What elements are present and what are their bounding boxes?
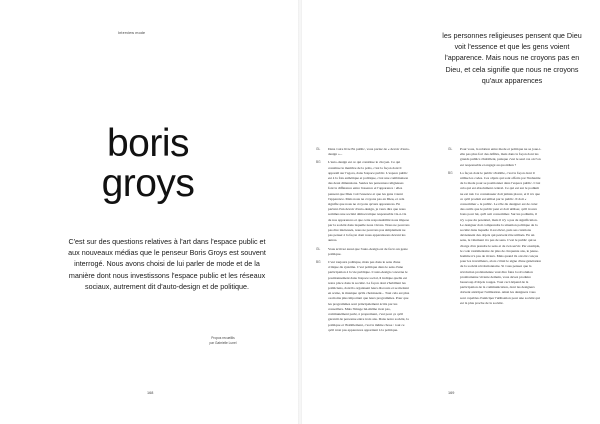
interview-column-b <box>448 147 542 309</box>
entry-text: La façon dont le public s'habille, c'est la façon dont il utilise les codes. Ces objets qui sont offerts par l'industrie de la mode pour se positionner dans l'espace public. C'est cela qui est absolument central. Ce qui est sur le podium ne est nul. Ce connaisseur doit jamais placer, et il n'a que ce qu'il produit est utilisé par le public. Il doit « consommer » le public. Le rôle du designer est de créer des outils que le public peut et doit utiliser, qu'il trouve bons pour lui, qu'il sait consommer. Sur les podiums, il n'y a que du potentiel, mais il n'y a pas de signification. Le designer doit comprendre la situation politique de la société dans laquelle il est élevé, puis ses créations deviennent des objets qui peuvent être utilisés. En un sens, le vêtement n'a pas de sens. C'est le public qui se charge d'en prendre le sens et de s'en servir. Par exemple, le code vestimentaire de plus de cinquante ans, le jeune-homme n'a pas de rivaux. Mais quand ils ont été conçus pour les travailleurs, alors c'était le signe d'une génération de la société révolutionnaire. Si vous pensez que la révolution prolétarienne veut dire faire la révolution prolétarienne vivante demain, vous devez produire beaucoup d'objets rouges. Tout ceci dépend de la participation de la communication, dont les designers doivent anticiper l'utilisation. Ainsi les designers vous sont capables d'anticiper l'utilisation pour une société qui est la plus proche de la société. <box>460 170 542 305</box>
entry-text: Dans votre livre En public, vous parlez de « devoir d'auto-design »... <box>328 147 410 157</box>
page-number-left: 168 <box>147 391 154 395</box>
intro-paragraph: C'est sur des questions relatives à l'art dans l'espace public et aux nouveaux médias que le penseur Boris Groys est souvent interrogé. Nous avons choisi de lui parler de mode et de la manière dont nous investissons l'espace public et les réseaux sociaux, autrement dit d'auto-design et de politique. <box>68 237 266 291</box>
qa-entry <box>448 171 542 306</box>
qa-entry <box>316 247 410 257</box>
speaker-label: GL <box>316 147 321 151</box>
speaker-label: GL <box>448 147 453 151</box>
entry-text: Pour vous, la relation entre mode et politique ne se joue-t-elle pas plus fort des défilés, mais dans la façon dont les grands publics s'habillent, puisque c'est le seul cas où l'on est responsable et engagé au quotidien ? <box>460 147 542 167</box>
left-page <box>0 0 296 424</box>
credit-line-2: par Gabrielle Lunel <box>209 341 237 345</box>
qa-entry <box>316 147 410 157</box>
entry-text: L'auto-design est ce qui constitue le citoyen. Ce qui constitue le membre de la polis, c'est la façon dont il apparaît sur l'agora, dans l'espace public. L'espace public est à la fois esthétique et politique, c'est une combinaison des deux dimensions. Seules les personnes religieuses font la différence entre l'essence et l'apparence : elles pensent que Dieu voit l'essence et que les gens voient l'apparence. Mais nous ne croyons pas en Dieu, et cela signifie que nous ne croyons qu'aux apparences. En parlant d'un devoir d'auto-design, je veux dire que nous sommes une société démocratique responsable vis-à-vis de nos apparences et que cette responsabilité nous impose par la société dans laquelle nous vivons. Nous ne pouvons pas être intéressés, nous ne pouvons pas simplement ne pas penser à la façon dont nous apparaissons devant les autres. <box>328 160 410 243</box>
entry-text: Vous écrivez aussi que l'auto-design est de facto un geste politique. <box>328 246 408 256</box>
title-last-name: groys <box>101 162 195 205</box>
pull-quote: les personnes religieuses pensent que Dieu voit l'essence et que les gens voient l'apparence. Mais nous ne croyons pas en Dieu, et cela signifie que nous ne croyons qu'aux apparences <box>442 31 582 85</box>
interview-column-a <box>316 147 410 336</box>
speaker-label: BG <box>316 160 321 165</box>
speaker-label: BG <box>448 170 453 175</box>
speaker-label: BG <box>316 260 321 265</box>
entry-text: C'est toujours politique, mais pas dans le sens d'une critique du système. C'est politique dans le sens d'une participation à la vie publique. L'auto-design concerne le positionnement dans l'espace social, il indique quelle est notre place dans la société. La façon dont s'habillent les politiciens, dont ils organisent leurs discours et se mettent en scène, la musique qu'ils choisissent... Tout cela est plus ou moins plus important que leurs programmes. Pour que les programmes sont principalement écrits par les conseillers. Mais l'image lui-même n'est pas, communément parlé, à proprement, c'est pour ça qu'il garantit de personne entre trois ans. Dans notre société, la politique et l'habillement, c'est la même chose : tout ce qu'il n'est pas apparences appartient à la politique. <box>328 260 410 332</box>
page-gutter <box>298 0 302 424</box>
credit-line-1: Propos recueillis <box>211 336 235 340</box>
qa-entry <box>316 160 410 243</box>
speaker-label: GL <box>316 246 321 251</box>
page-number-right: 169 <box>448 391 455 395</box>
title-first-name: boris <box>106 122 190 165</box>
running-head: Interview mode <box>118 31 146 35</box>
qa-entry <box>448 147 542 168</box>
right-page <box>304 0 600 424</box>
qa-entry <box>316 260 410 333</box>
